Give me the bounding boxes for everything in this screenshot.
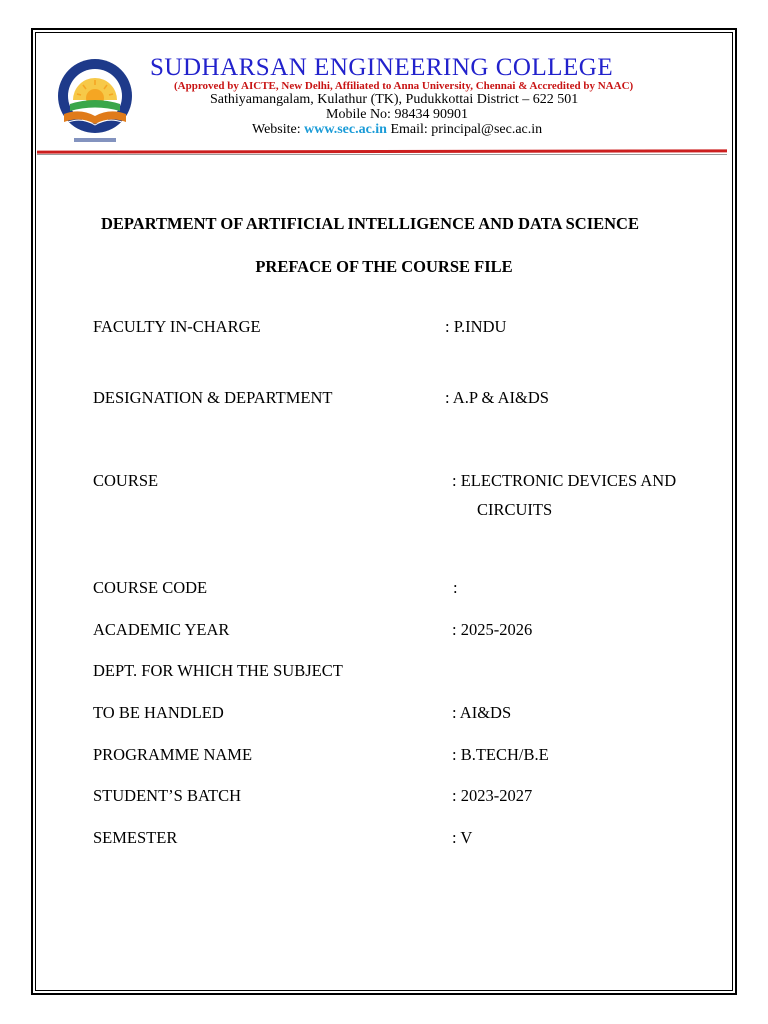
dept-subject-value: : AI&DS [452,703,512,722]
course-value-line2: CIRCUITS [477,500,553,519]
batch-value: : 2023-2027 [452,786,533,805]
dept-subject-label-line2: TO BE HANDLED [93,703,224,722]
mobile-line: Mobile No: 98434 90901 [326,107,468,122]
header-divider-gray [37,154,727,155]
website-label: Website: [252,122,305,137]
academic-year-value: : 2025-2026 [452,620,533,639]
faculty-value: : P.INDU [445,317,507,336]
department-title: DEPARTMENT OF ARTIFICIAL INTELLIGENCE AND DATA SCIENCE [101,214,639,233]
programme-label: PROGRAMME NAME [93,745,253,764]
preface-title: PREFACE OF THE COURSE FILE [255,257,513,276]
academic-year-label: ACADEMIC YEAR [93,620,230,639]
semester-label: SEMESTER [93,828,178,847]
college-emblem-logo [54,56,136,148]
course-code-value: : [453,578,458,597]
batch-label: STUDENT’S BATCH [93,786,242,805]
address-line: Sathiyamangalam, Kulathur (TK), Pudukkottai District – 622 501 [210,92,579,107]
course-code-label: COURSE CODE [93,578,208,597]
approval-line: (Approved by AICTE, New Delhi, Affiliated to Anna University, Chennai & Accredited by NAAC) [174,80,634,92]
college-name: SUDHARSAN ENGINEERING COLLEGE [150,54,614,81]
faculty-label: FACULTY IN-CHARGE [93,317,261,336]
website-link[interactable]: www.sec.ac.in [304,122,387,137]
dept-subject-label-line1: DEPT. FOR WHICH THE SUBJECT [93,661,343,680]
designation-label: DESIGNATION & DEPARTMENT [93,388,333,407]
email-text: Email: principal@sec.ac.in [386,122,543,137]
website-email-line [252,122,542,138]
programme-value: : B.TECH/B.E [452,745,549,764]
semester-value: : V [452,828,473,847]
course-label: COURSE [93,471,159,490]
designation-value: : A.P & AI&DS [445,388,549,407]
course-value-line1: : ELECTRONIC DEVICES AND [452,471,677,490]
